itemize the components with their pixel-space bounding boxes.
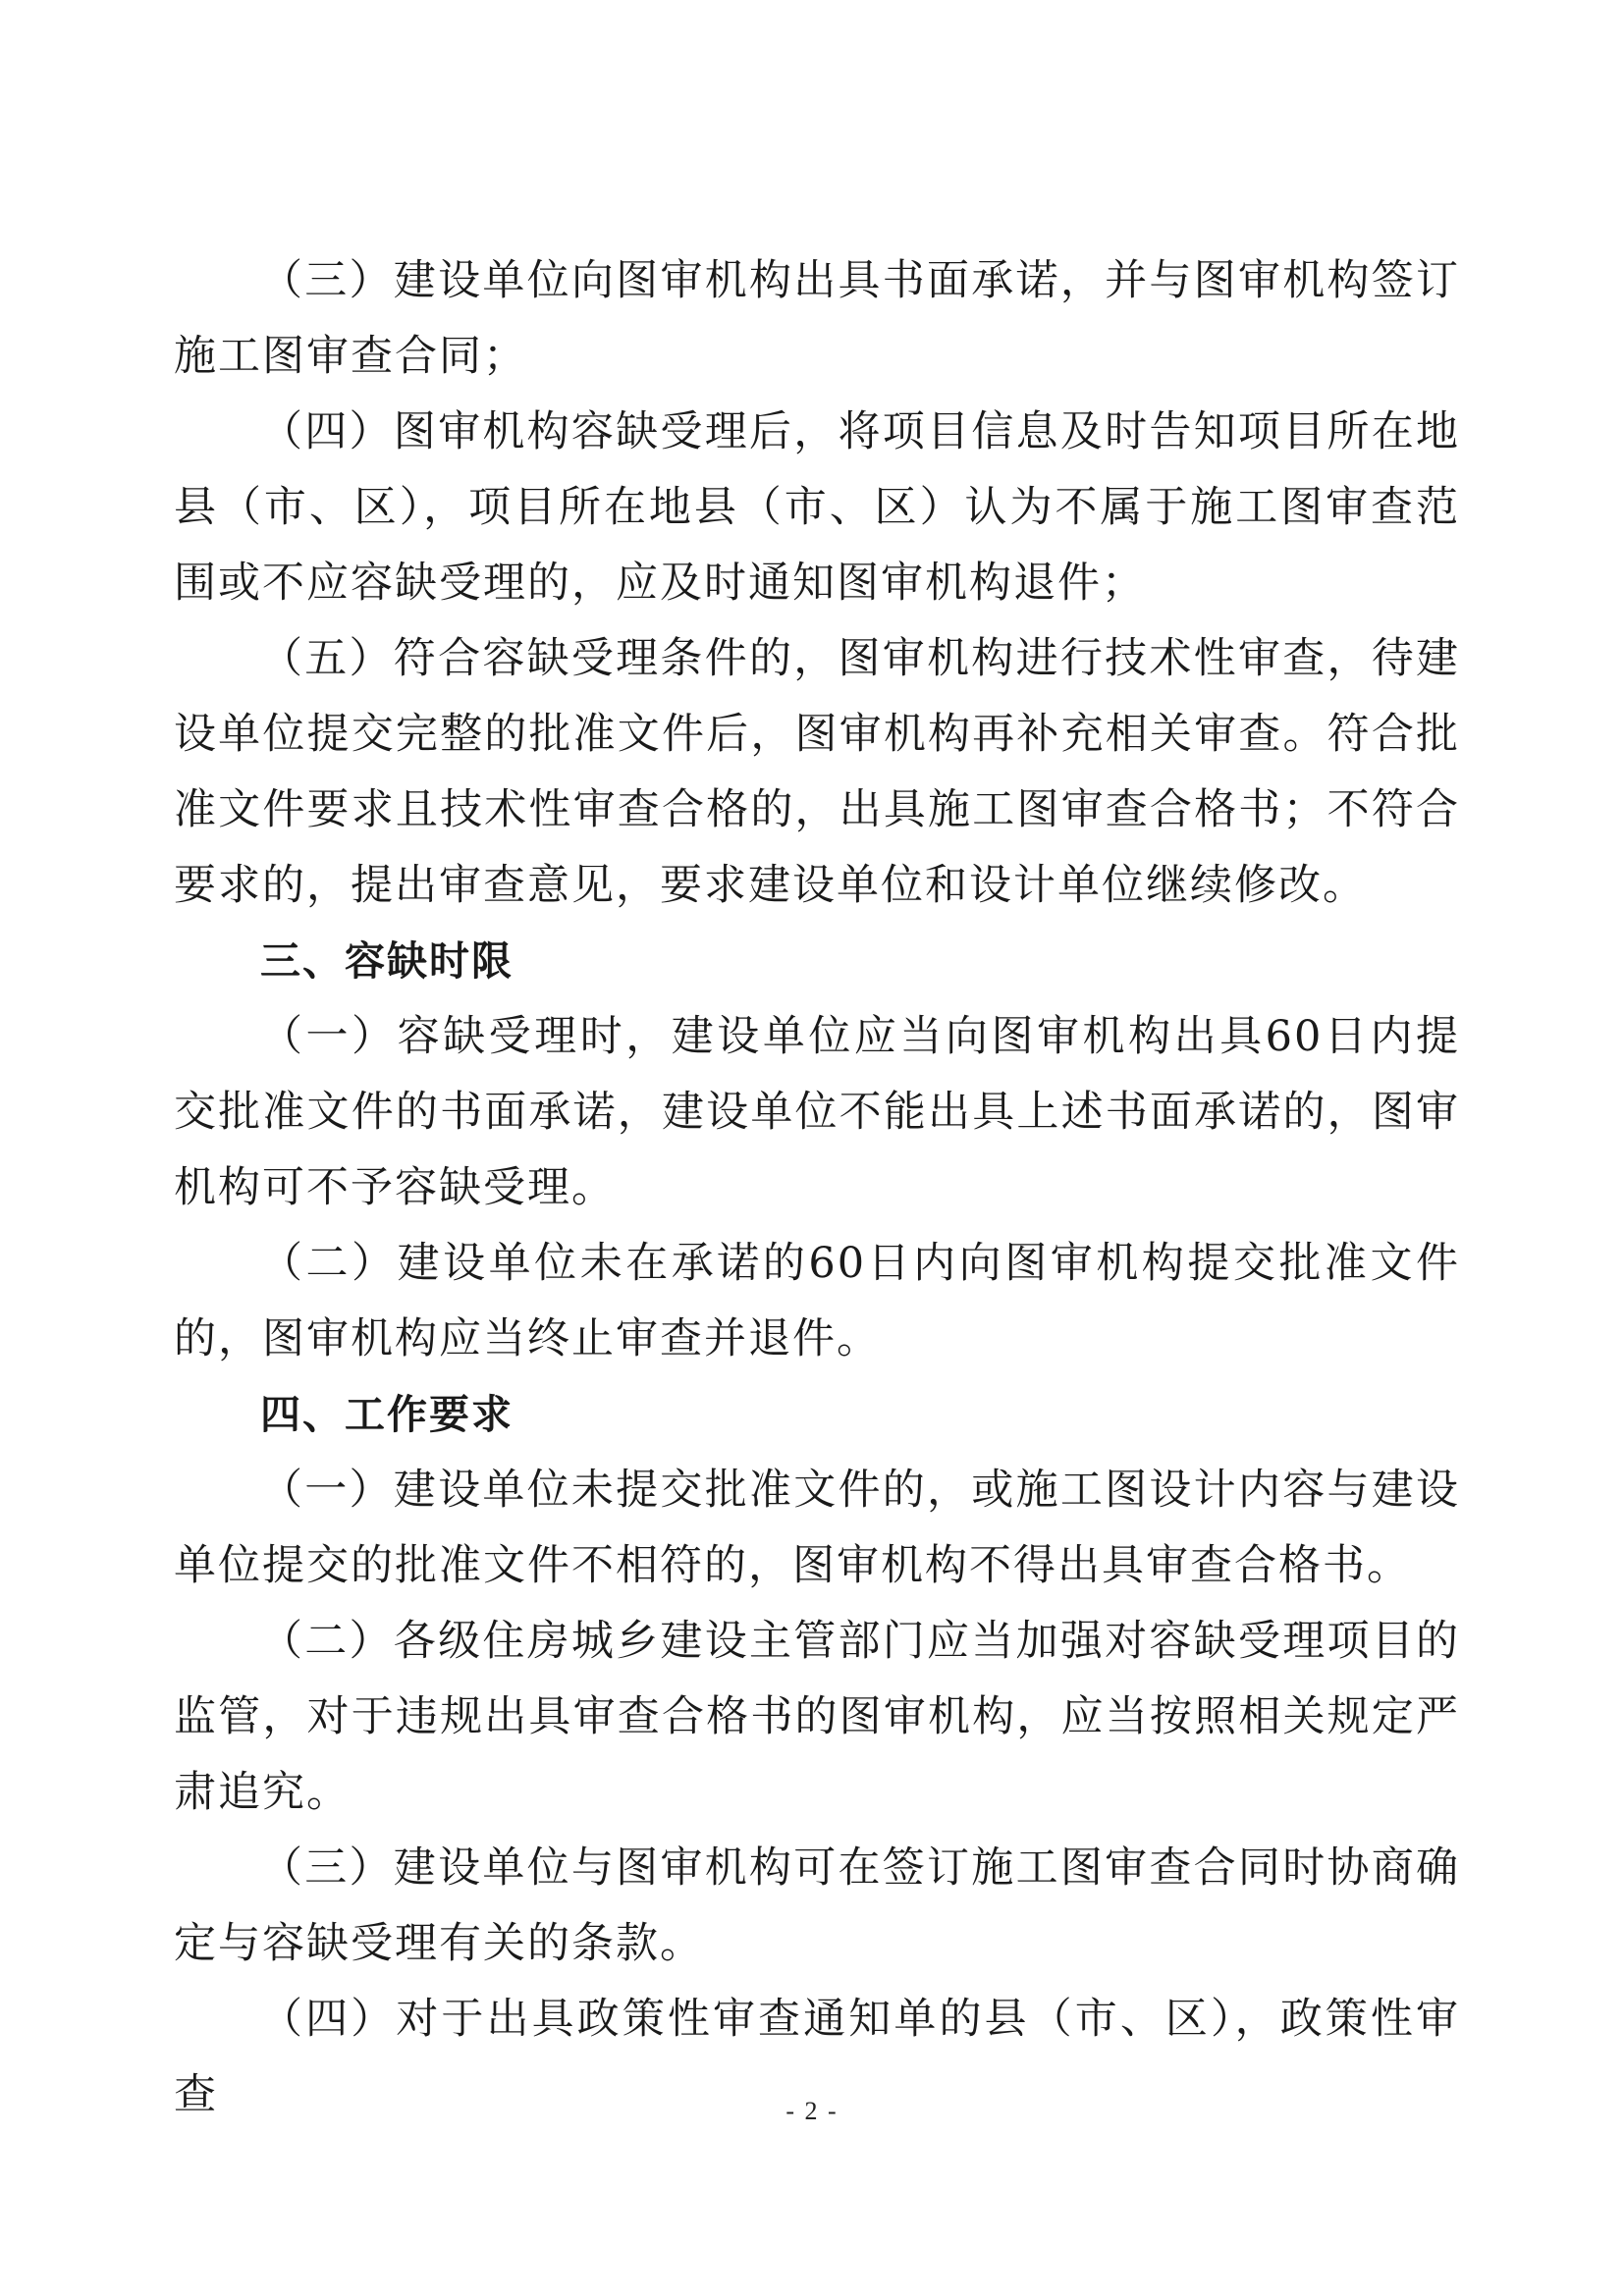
paragraph-requirement-1: （一）建设单位未提交批准文件的，或施工图设计内容与建设单位提交的批准文件不相符的，图审机构不得出具审查合格书。 (174, 1466, 1460, 1590)
paragraph-time-limit-2: （二）建设单位未在承诺的60日内向图审机构提交批准文件的，图审机构应当终止审查并退件。 (174, 1239, 1460, 1363)
paragraph-3-contract: （三）建设单位向图审机构出具书面承诺，并与图审机构签订施工图审查合同； (174, 256, 1460, 381)
document-body (174, 243, 1460, 2133)
paragraph-requirement-3: （三）建设单位与图审机构可在签订施工图审查合同时协商确定与容缺受理有关的条款。 (174, 1843, 1460, 1968)
paragraph-4-notify-county: （四）图审机构容缺受理后，将项目信息及时告知项目所在地县（市、区），项目所在地县（市、区）认为不属于施工图审查范围或不应容缺受理的，应及时通知图审机构退件； (174, 407, 1460, 608)
page-number: - 2 - (785, 2097, 839, 2125)
paragraph-5-technical-review: （五）符合容缺受理条件的，图审机构进行技术性审查，待建设单位提交完整的批准文件后，图审机构再补充相关审查。符合批准文件要求且技术性审查合格的，出具施工图审查合格书；不符合要求的，提出审查意见，要求建设单位和设计单位继续修改。 (174, 634, 1460, 910)
paragraph-requirement-2: （二）各级住房城乡建设主管部门应当加强对容缺受理项目的监管，对于违规出具审查合格书的图审机构，应当按照相关规定严肃追究。 (174, 1617, 1460, 1817)
section-heading-work-requirements: 四、工作要求 (260, 1391, 514, 1438)
paragraph-requirement-4: （四）对于出具政策性审查通知单的县（市、区），政策性审查 (174, 1995, 1460, 2119)
section-heading-time-limit: 三、容缺时限 (260, 937, 514, 985)
paragraph-time-limit-1: （一）容缺受理时，建设单位应当向图审机构出具60日内提交批准文件的书面承诺，建设单位不能出具上述书面承诺的，图审机构可不予容缺受理。 (174, 1012, 1460, 1212)
